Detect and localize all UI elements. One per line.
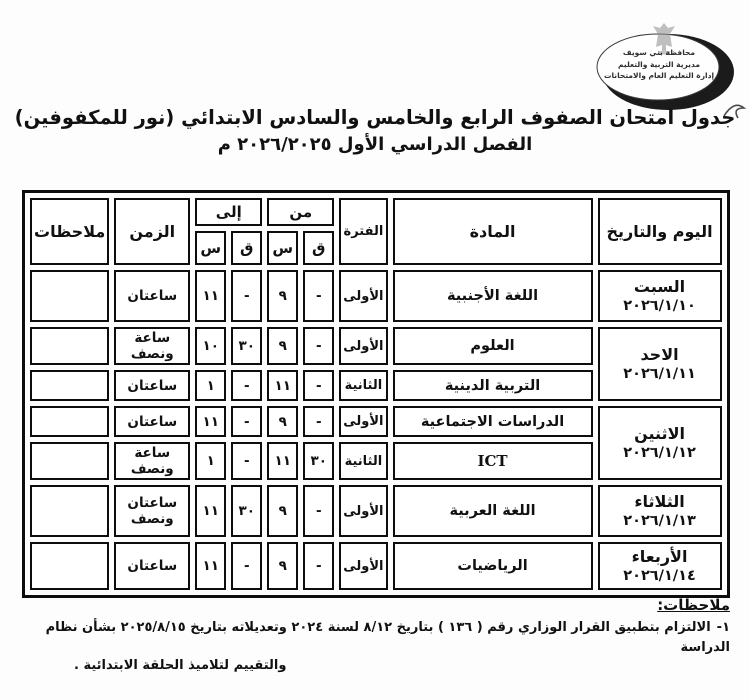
day-name: السبت: [633, 276, 686, 296]
notes-cell: [30, 542, 109, 590]
period-cell: الأولى: [339, 406, 387, 437]
duration-cell: ساعة ونصف: [114, 442, 190, 480]
stamp-line-governorate: محافظة بني سويف: [622, 48, 696, 57]
table-row-monday-1: [30, 406, 722, 437]
period-cell: الأولى: [339, 327, 387, 365]
subject-cell: العلوم: [393, 327, 593, 365]
day-date: ٢٠٢٦/١/١٣: [623, 512, 696, 529]
day-date: ٢٠٢٦/١/١٠: [623, 297, 696, 314]
col-header-to: إلى: [195, 198, 262, 226]
col-header-from: من: [267, 198, 334, 226]
stamp-line-administration: إدارة التعليم العام والامتحانات: [603, 71, 715, 81]
table-row-tuesday: [30, 485, 722, 537]
period-cell: الأولى: [339, 270, 387, 322]
day-date: ٢٠٢٦/١/١٢: [623, 444, 696, 461]
col-header-duration: الزمن: [114, 198, 190, 265]
note-number: ١-: [716, 620, 730, 635]
day-date-cell: [598, 270, 722, 322]
to-hours-cell: ١١: [195, 542, 226, 590]
to-minutes-cell: -: [231, 370, 262, 401]
to-hours-cell: ١١: [195, 406, 226, 437]
exam-schedule-table: [22, 190, 730, 598]
day-name: الاثنين: [634, 423, 685, 443]
from-hours-cell: ٩: [267, 270, 298, 322]
table-row-saturday: [30, 270, 722, 322]
col-header-to-hours: س: [195, 231, 226, 265]
duration-cell: ساعتان: [114, 270, 190, 322]
pen-scribble-mark: [722, 94, 748, 122]
notes-heading: ملاحظات:: [657, 596, 730, 614]
to-hours-cell: ١١: [195, 485, 226, 537]
notes-cell: [30, 406, 109, 437]
col-header-period: الفترة: [339, 198, 387, 265]
from-minutes-cell: -: [303, 406, 334, 437]
period-cell: الثانية: [339, 442, 387, 480]
from-hours-cell: ٩: [267, 327, 298, 365]
day-date-cell: [598, 406, 722, 480]
from-minutes-cell: -: [303, 370, 334, 401]
day-date: ٢٠٢٦/١/١١: [623, 365, 696, 382]
duration-cell: ساعتان: [114, 406, 190, 437]
col-header-day-date: اليوم والتاريخ: [598, 198, 722, 265]
to-hours-cell: ١: [195, 370, 226, 401]
day-date-cell: [598, 485, 722, 537]
from-minutes-cell: -: [303, 542, 334, 590]
duration-cell: ساعتان ونصف: [114, 485, 190, 537]
document-title: [0, 106, 750, 155]
day-date-cell: [598, 327, 722, 401]
footer-notes: [22, 596, 730, 675]
subject-cell: التربية الدينية: [393, 370, 593, 401]
notes-cell: [30, 485, 109, 537]
note-1-line-2: والتقييم لتلاميذ الحلقة الابتدائية .: [74, 658, 287, 673]
to-minutes-cell: -: [231, 406, 262, 437]
col-header-from-hours: س: [267, 231, 298, 265]
day-date: ٢٠٢٦/١/١٤: [623, 567, 696, 584]
col-header-to-minutes: ق: [231, 231, 262, 265]
from-hours-cell: ٩: [267, 542, 298, 590]
from-hours-cell: ٩: [267, 406, 298, 437]
to-minutes-cell: -: [231, 442, 262, 480]
from-minutes-cell: ٣٠: [303, 442, 334, 480]
exam-schedule: [22, 190, 730, 598]
duration-cell: ساعتان: [114, 370, 190, 401]
to-minutes-cell: -: [231, 542, 262, 590]
day-name: الأربعاء: [631, 546, 688, 566]
to-minutes-cell: -: [231, 270, 262, 322]
period-cell: الأولى: [339, 542, 387, 590]
from-minutes-cell: -: [303, 327, 334, 365]
day-name: الثلاثاء: [634, 491, 685, 511]
from-minutes-cell: -: [303, 485, 334, 537]
day-name: الاحد: [640, 344, 679, 364]
period-cell: الأولى: [339, 485, 387, 537]
title-line-2: الفصل الدراسي الأول ٢٠٢٦/٢٠٢٥ م: [217, 134, 533, 155]
subject-cell: الدراسات الاجتماعية: [393, 406, 593, 437]
stamp-text: [602, 47, 716, 82]
duration-cell: ساعة ونصف: [114, 327, 190, 365]
notes-cell: [30, 270, 109, 322]
col-header-notes: ملاحظات: [30, 198, 109, 265]
notes-cell: [30, 370, 109, 401]
directorate-stamp: [594, 30, 736, 112]
duration-cell: ساعتان: [114, 542, 190, 590]
notes-cell: [30, 327, 109, 365]
note-1-line-1: [22, 618, 730, 657]
subject-cell: اللغة العربية: [393, 485, 593, 537]
table-row-wednesday: [30, 542, 722, 590]
to-hours-cell: ١٠: [195, 327, 226, 365]
note-text: الالتزام بتطبيق القرار الوزاري رقم ( ١٣٦ ) بتاريخ ٨/١٢ لسنة ٢٠٢٤ وتعديلاته بتاريخ ٢٠٢٥/٨/١٥ بشأن نظام الدراسة: [45, 620, 730, 655]
table-row-sunday-1: [30, 327, 722, 365]
period-cell: الثانية: [339, 370, 387, 401]
subject-cell: اللغة الأجنبية: [393, 270, 593, 322]
day-date-cell: [598, 542, 722, 590]
subject-cell: ICT: [393, 442, 593, 480]
notes-cell: [30, 442, 109, 480]
to-hours-cell: ١: [195, 442, 226, 480]
col-header-from-minutes: ق: [303, 231, 334, 265]
from-hours-cell: ٩: [267, 485, 298, 537]
subject-cell: الرياضيات: [393, 542, 593, 590]
from-minutes-cell: -: [303, 270, 334, 322]
col-header-subject: المادة: [393, 198, 593, 265]
stamp-line-directorate: مديرية التربية والتعليم: [618, 59, 700, 69]
to-minutes-cell: ٣٠: [231, 327, 262, 365]
title-line-1: جدول امتحان الصفوف الرابع والخامس والسادس الابتدائي (نور للمكفوفين): [14, 106, 736, 129]
from-hours-cell: ١١: [267, 370, 298, 401]
to-hours-cell: ١١: [195, 270, 226, 322]
from-hours-cell: ١١: [267, 442, 298, 480]
to-minutes-cell: ٣٠: [231, 485, 262, 537]
